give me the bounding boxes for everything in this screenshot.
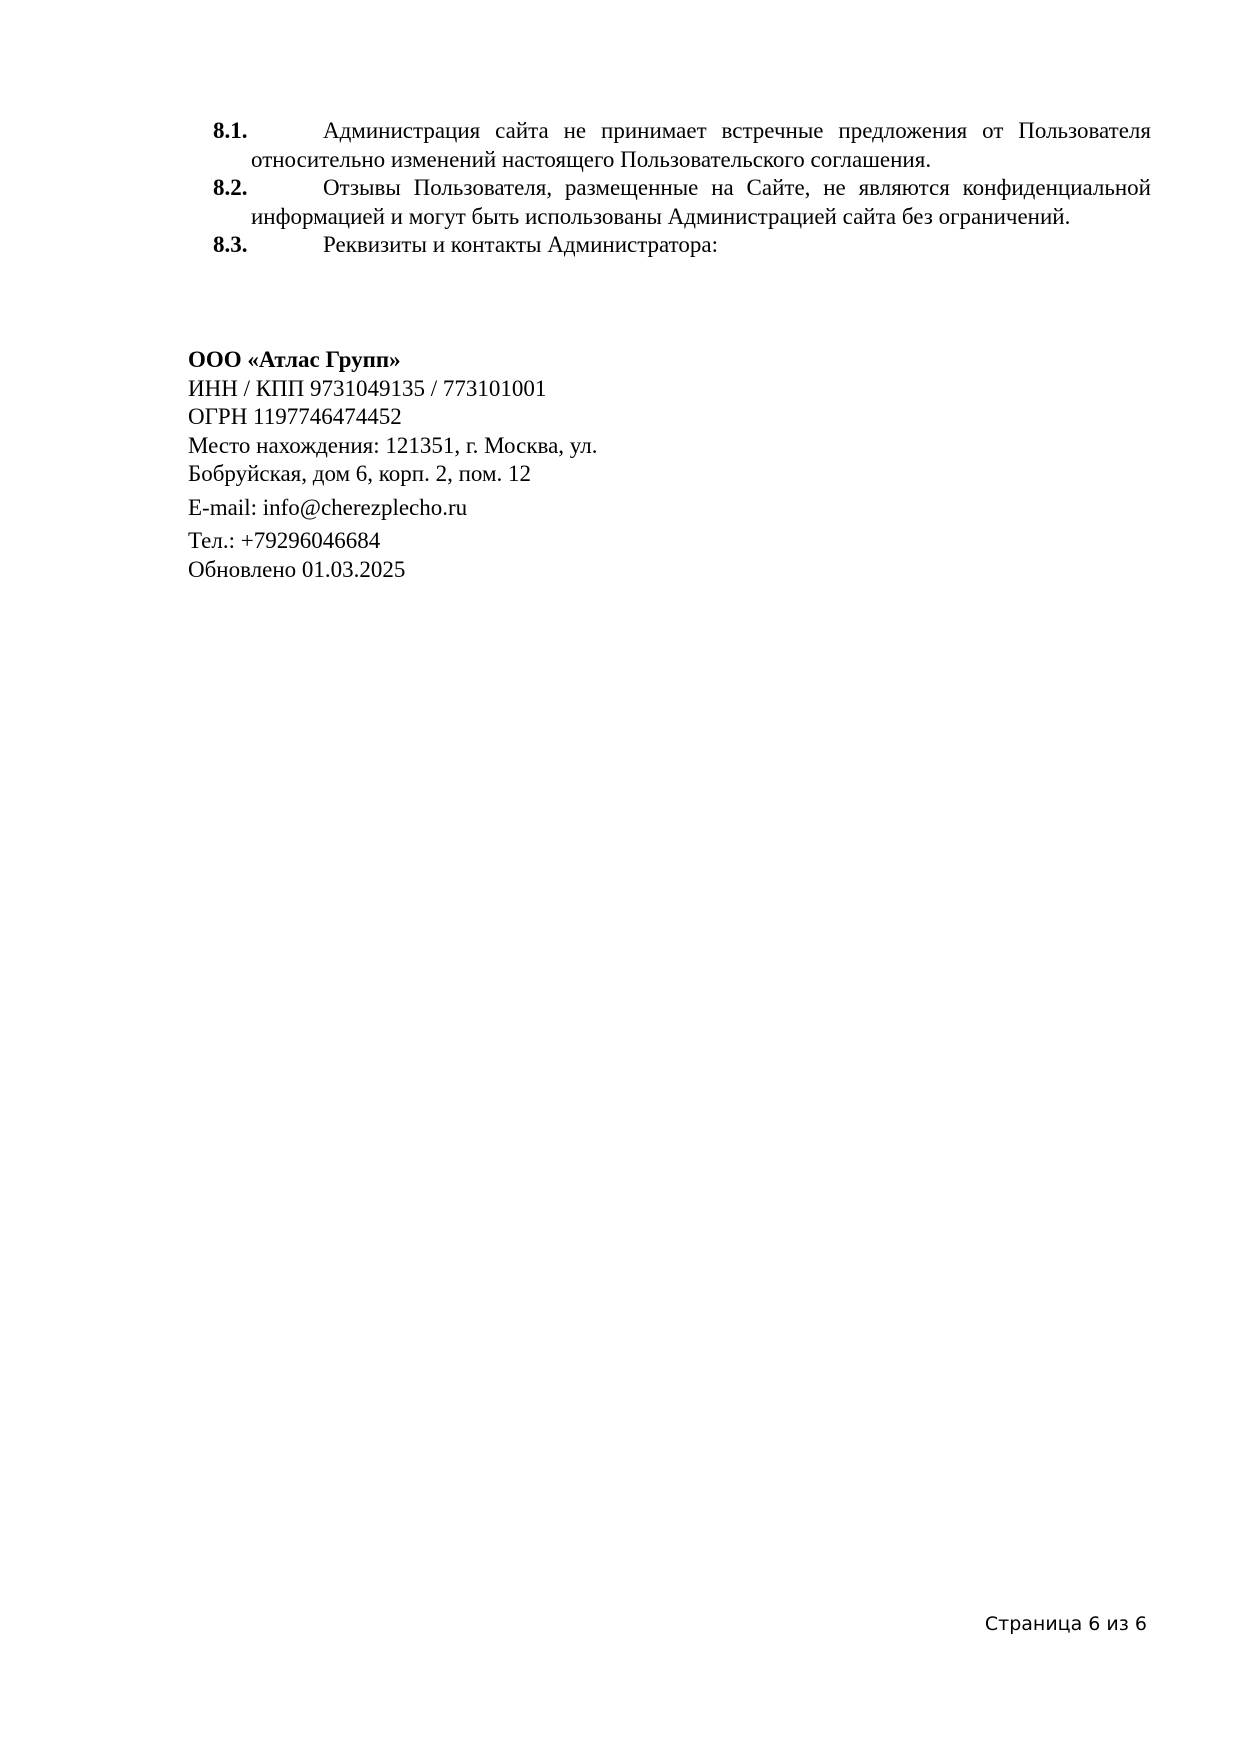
company-address-line2: Бобруйская, дом 6, корп. 2, пом. 12 [188, 461, 532, 486]
clause-number: 8.3. [213, 232, 248, 257]
company-details [188, 346, 888, 584]
clause-number: 8.1. [213, 118, 248, 143]
clause-8-2 [213, 174, 1151, 231]
clause-text: Реквизиты и контакты Администратора: [323, 232, 719, 257]
clause-8-1 [213, 117, 1151, 174]
company-name: ООО «Атлас Групп» [188, 347, 401, 372]
company-email: E-mail: info@cherezplecho.ru [188, 494, 468, 520]
clause-text: Отзывы Пользователя, размещенные на Сайте, не являются конфиденциальной информацией и могут быть использованы Администрацией сайта без ограничений. [251, 175, 1151, 229]
company-address-line1: Место нахождения: 121351, г. Москва, ул. [188, 432, 598, 458]
page-number-footer: Страница 6 из 6 [984, 1613, 1147, 1635]
company-phone: Тел.: +79296046684 [188, 528, 381, 553]
clause-number: 8.2. [213, 175, 248, 200]
clause-text: Администрация сайта не принимает встречные предложения от Пользователя относительно изменений настоящего Пользовательского соглашения. [251, 118, 1151, 172]
clause-8-3 [213, 231, 1151, 260]
company-ogrn: ОГРН 1197746474452 [188, 404, 402, 429]
document-updated-date: Обновлено 01.03.2025 [188, 556, 406, 582]
clause-list [213, 117, 1151, 260]
company-inn-kpp: ИНН / КПП 9731049135 / 773101001 [188, 375, 547, 401]
